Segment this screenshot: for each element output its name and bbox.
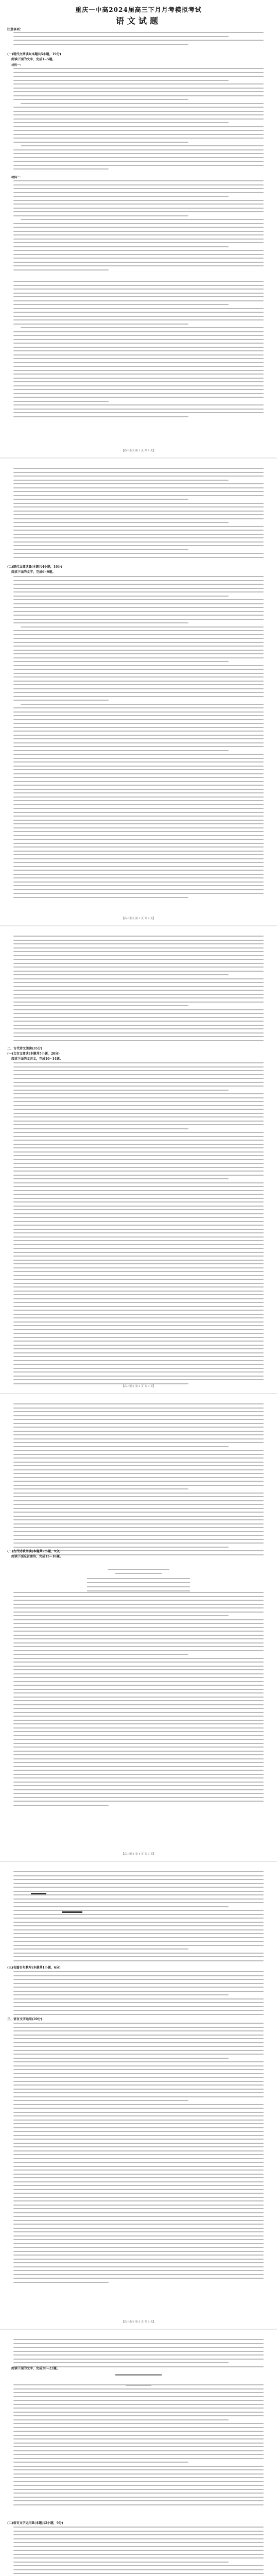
- section-instruction: 阅读下面的文言文，完成10~14题。: [11, 1057, 63, 1061]
- page-footer: 【高三语文 第 4 页 共 8 页】: [122, 1853, 155, 1856]
- page-footer: 【高三语文 第 3 页 共 8 页】: [122, 1385, 155, 1388]
- exam-page-4: [0, 1394, 277, 1862]
- passage-text: [13, 2527, 264, 2576]
- fill-blank-text: [13, 1971, 264, 2018]
- exam-page-5: [0, 1862, 277, 2330]
- exam-page-6: [0, 2330, 277, 2576]
- classical-passage: [13, 1062, 264, 1387]
- exam-subtitle: 语文试题: [115, 16, 161, 26]
- section-heading: 二、古代诗文阅读(35分): [7, 1047, 43, 1050]
- question-text: [13, 1403, 264, 1558]
- exam-title: 重庆一中高2024届高三下月月考模拟考试: [75, 6, 202, 13]
- section-heading: (三)名篇名句默写(本题共1小题，6分): [7, 1966, 61, 1970]
- bold-marker: [62, 1911, 82, 1913]
- exam-page-3: [0, 926, 277, 1394]
- notice-text: [13, 32, 264, 47]
- exam-page-1: [0, 0, 277, 459]
- section-heading: (二)古代诗歌阅读(本题共2小题，9分): [7, 1550, 61, 1553]
- notice-label: 注意事项：: [7, 28, 23, 31]
- exam-page-2: [0, 459, 277, 926]
- passage-text: [13, 68, 264, 173]
- section-instruction: 阅读下面的文字，完成20~22题。: [11, 2367, 60, 2370]
- section-heading: (二)现代文阅读Ⅱ(本题共4小题，16分): [7, 565, 62, 569]
- page-footer: 【高三语文 第 5 页 共 8 页】: [122, 2320, 155, 2324]
- page-footer: 【高三语文 第 2 页 共 8 页】: [122, 917, 155, 920]
- question-text: [13, 1592, 264, 1808]
- section-heading: (二)语言文字运用Ⅱ(本题共2小题，9分): [7, 2521, 63, 2525]
- material-label: 材料一：: [11, 64, 23, 67]
- section-instruction: 阅读下面的文字，完成6~9题。: [11, 570, 56, 574]
- question-text: [13, 936, 264, 1044]
- bold-marker: [31, 1893, 46, 1894]
- question-text: [13, 1871, 264, 1964]
- passage-text: [13, 281, 264, 420]
- section-heading: 三、语言文字运用(20分): [7, 2018, 43, 2021]
- section-instruction: 阅读下面的文字，完成1~5题。: [11, 58, 56, 61]
- passage-text: [13, 2023, 264, 2285]
- question-text: [13, 2339, 264, 2370]
- passage-title: [0, 2373, 277, 2377]
- question-options: [13, 468, 264, 561]
- page-footer: 【高三语文 第 1 页 共 8 页】: [122, 449, 155, 452]
- passage-text: [13, 180, 264, 273]
- section-heading: (一)文言文阅读(本题共5小题，20分): [7, 1052, 60, 1056]
- passage-text: [13, 576, 264, 901]
- passage-text: [13, 2384, 264, 2508]
- section-heading: (一)现代文阅读Ⅰ(本题共5小题，19分): [7, 53, 61, 56]
- material-label: 材料二：: [11, 176, 23, 179]
- section-instruction: 阅读下面这首唐诗，完成15~16题。: [11, 1555, 63, 1558]
